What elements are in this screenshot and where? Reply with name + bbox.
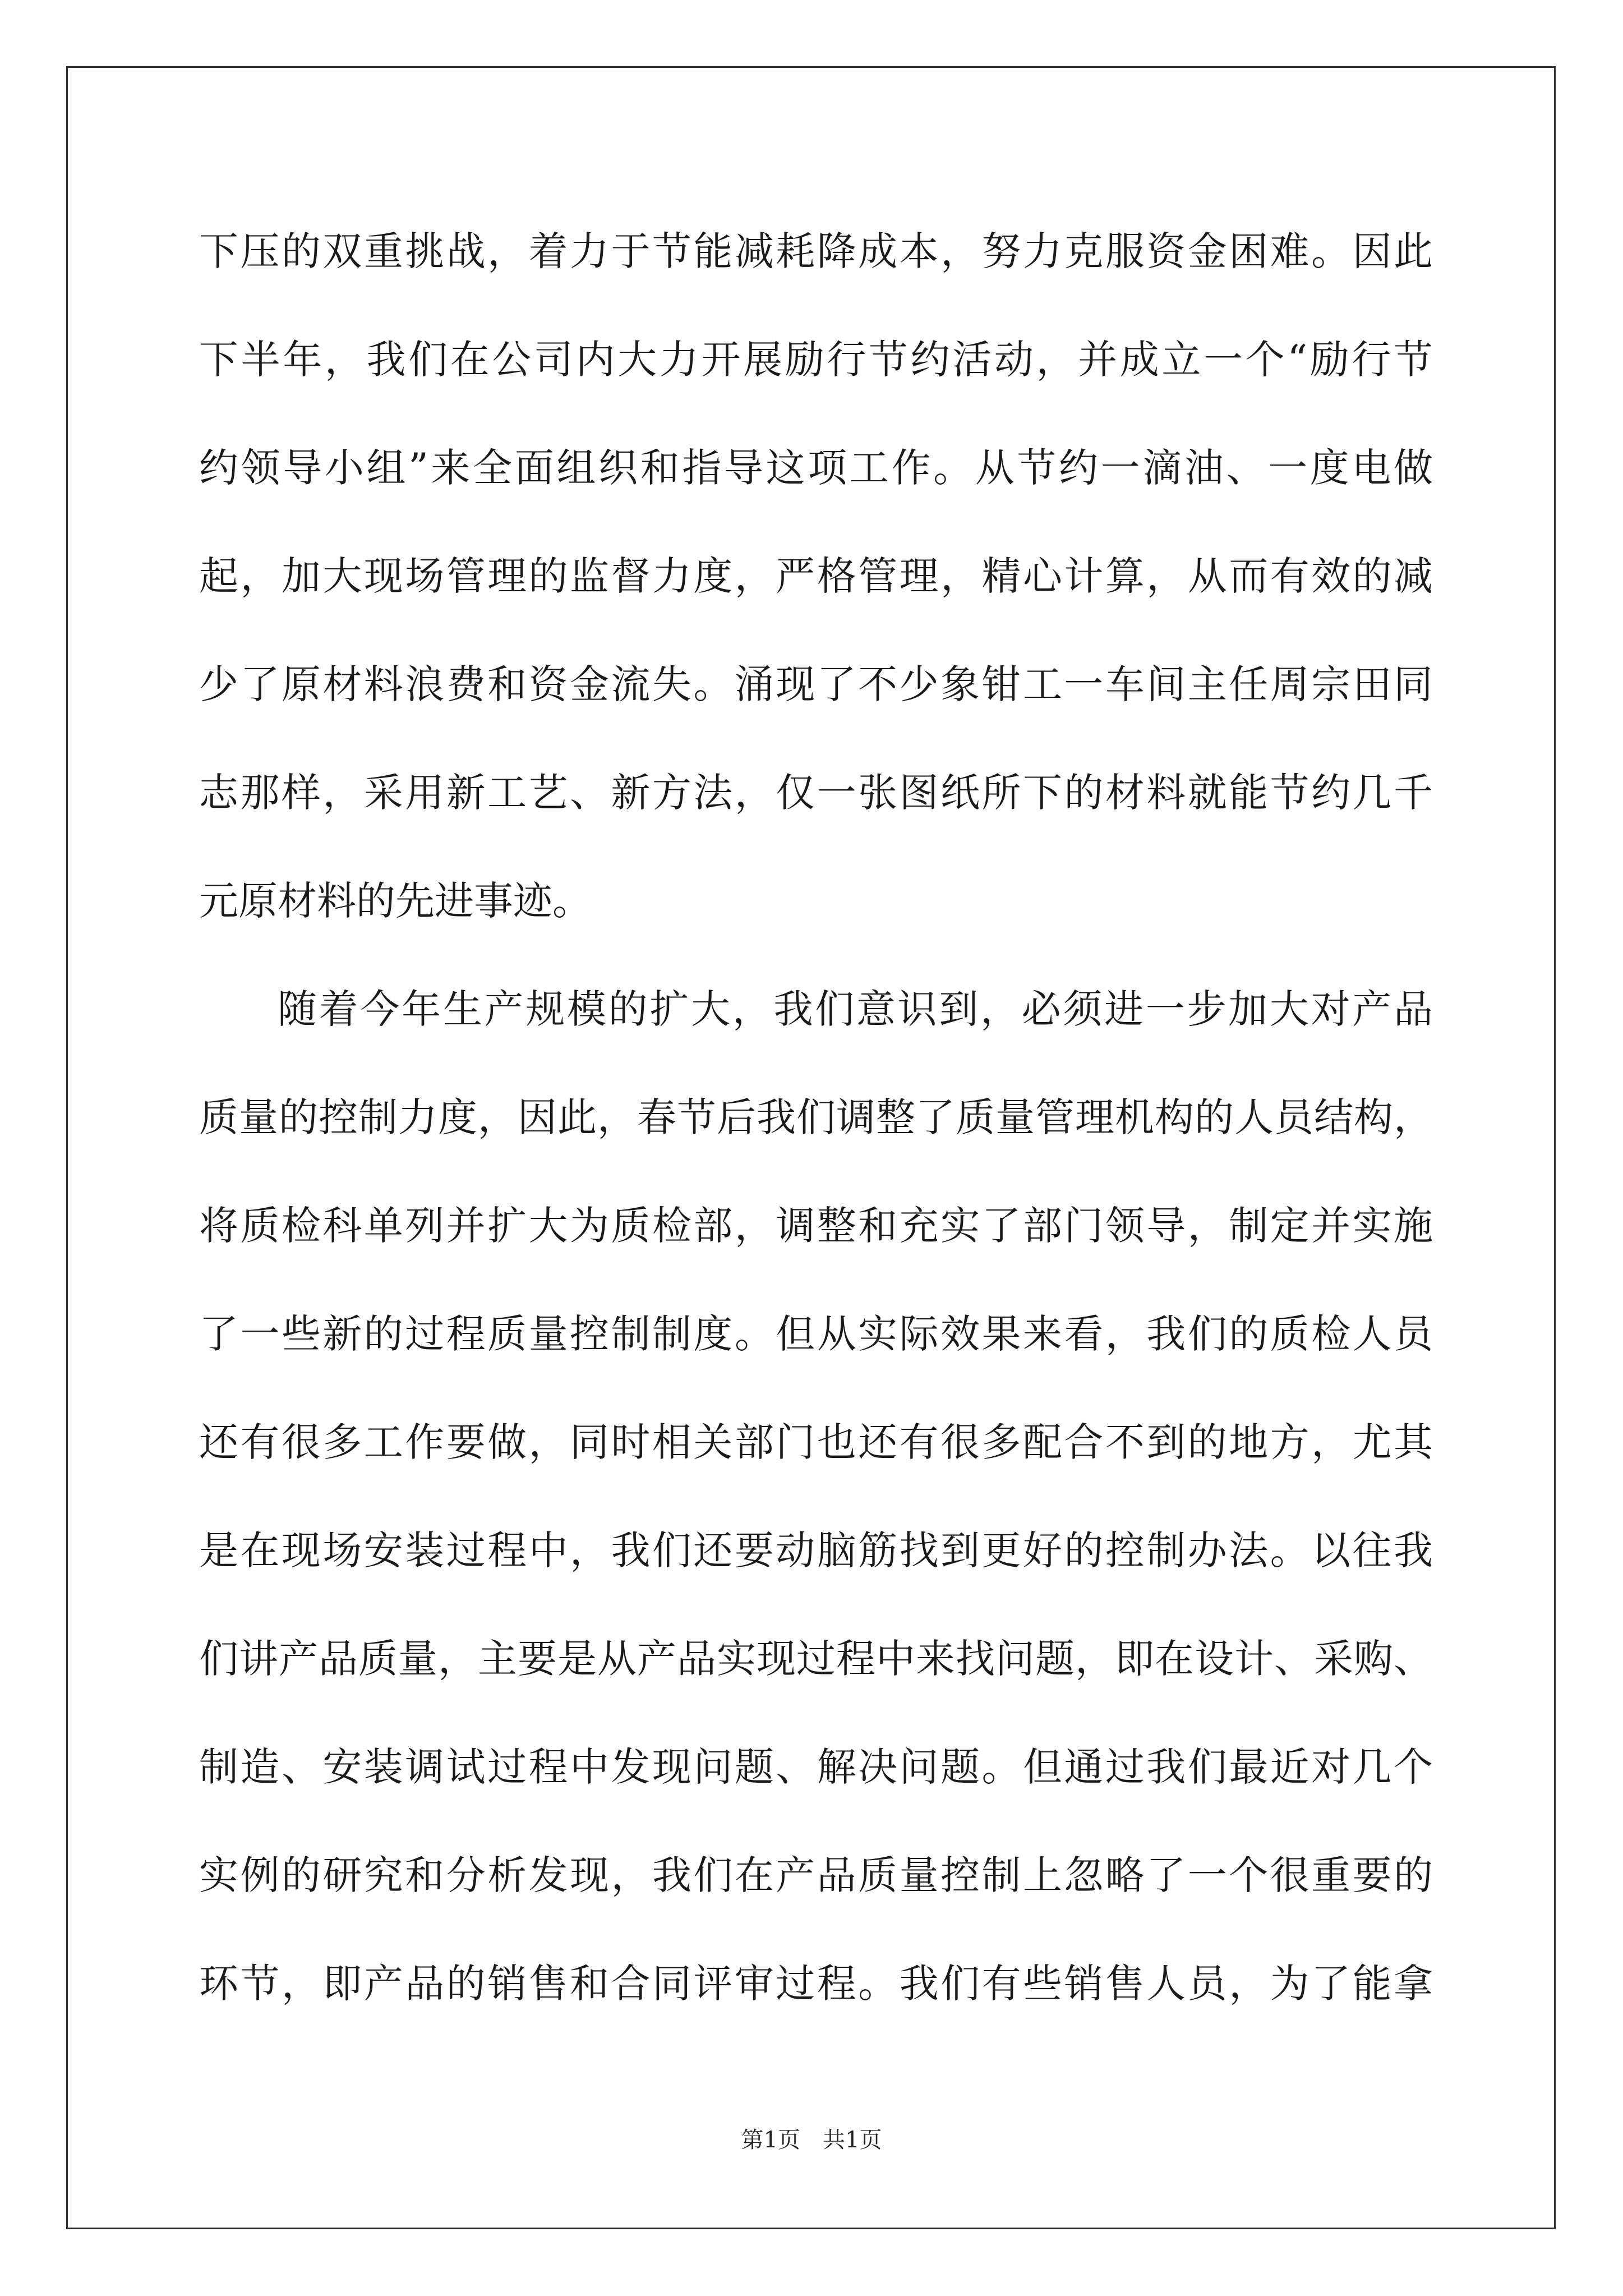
text-line: 少了原材料浪费和资金流失。涌现了不少象钳工一车间主任周宗田同 (199, 661, 1433, 707)
text-line: 随着今年生产规模的扩大，我们意识到，必须进一步加大对产品 (278, 986, 1433, 1032)
text-line: 约领导小组”来全面组织和指导这项工作。从节约一滴油、一度电做 (199, 445, 1433, 491)
text-line: 了一些新的过程质量控制制度。但从实际效果来看，我们的质检人员 (199, 1311, 1433, 1357)
page-footer: 第1页 共1页 (741, 2127, 882, 2153)
text-line: 是在现场安装过程中，我们还要动脑筋找到更好的控制办法。以往我 (199, 1527, 1433, 1573)
text-line: 制造、安装调试过程中发现问题、解决问题。但通过我们最近对几个 (199, 1744, 1433, 1790)
text-line: 环节，即产品的销售和合同评审过程。我们有些销售人员，为了能拿 (199, 1961, 1433, 2007)
text-line: 实例的研究和分析发现，我们在产品质量控制上忽略了一个很重要的 (199, 1852, 1433, 1898)
text-line: 下半年，我们在公司内大力开展励行节约活动，并成立一个“励行节 (199, 337, 1433, 383)
text-line: 们讲产品质量，主要是从产品实现过程中来找问题，即在设计、采购、 (199, 1636, 1433, 1682)
text-line: 将质检科单列并扩大为质检部，调整和充实了部门领导，制定并实施 (199, 1203, 1433, 1249)
text-line: 下压的双重挑战，着力于节能减耗降成本，努力克服资金困难。因此 (199, 228, 1433, 274)
text-line: 质量的控制力度，因此，春节后我们调整了质量管理机构的人员结构， (199, 1094, 1433, 1140)
text-line: 元原材料的先进事迹。 (199, 878, 592, 924)
text-line: 还有很多工作要做，同时相关部门也还有很多配合不到的地方，尤其 (199, 1419, 1433, 1465)
text-line: 起，加大现场管理的监督力度，严格管理，精心计算，从而有效的减 (199, 553, 1433, 599)
text-line: 志那样，采用新工艺、新方法，仅一张图纸所下的材料就能节约几千 (199, 770, 1433, 816)
document-body (199, 213, 1433, 2054)
